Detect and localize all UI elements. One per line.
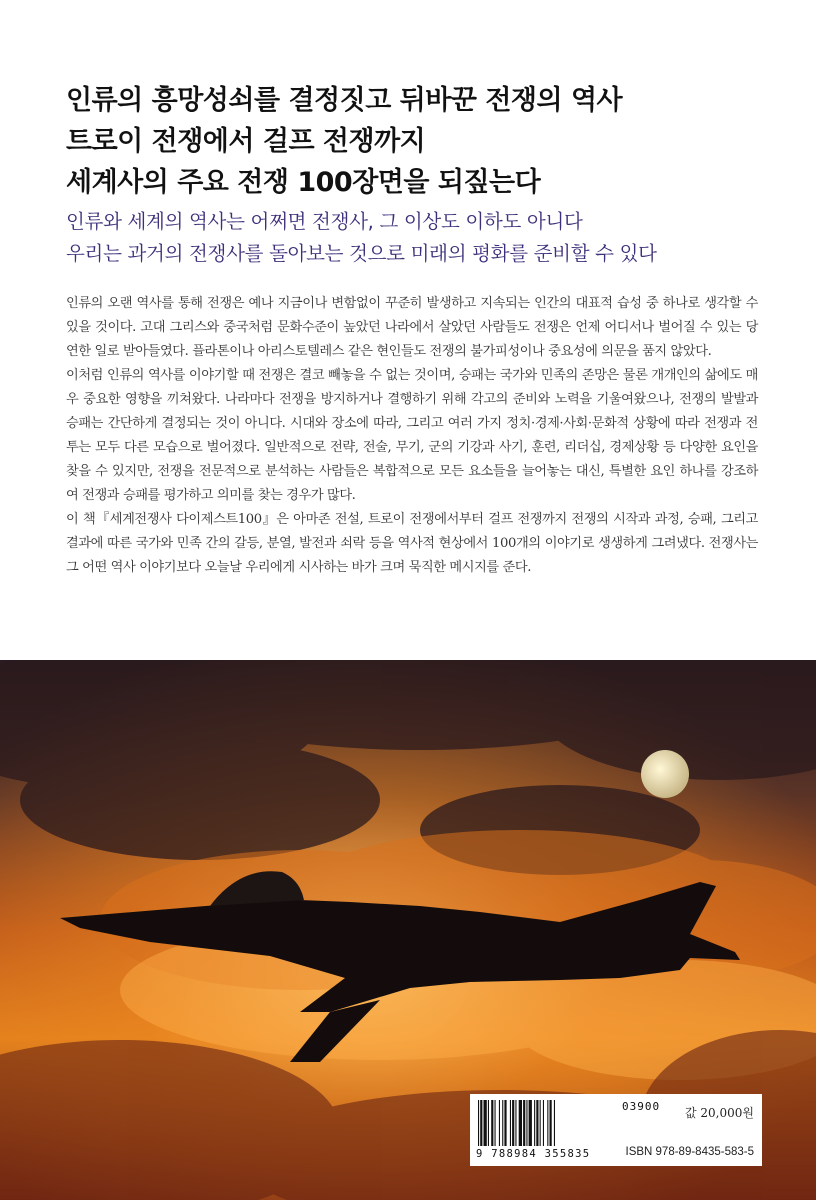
subheadline bbox=[66, 206, 766, 270]
body-text bbox=[66, 292, 758, 580]
headline-line-3: 세계사의 주요 전쟁 100장면을 되짚는다 bbox=[66, 167, 541, 198]
headline-line-2: 트로이 전쟁에서 걸프 전쟁까지 bbox=[66, 126, 426, 157]
headline-line-1: 인류의 흥망성쇠를 결정짓고 뒤바꾼 전쟁의 역사 bbox=[66, 85, 623, 116]
subheadline-line-2: 우리는 과거의 전쟁사를 돌아보는 것으로 미래의 평화를 준비할 수 있다 bbox=[66, 242, 657, 265]
headline bbox=[66, 80, 766, 203]
body-paragraph-1: 인류의 오랜 역사를 통해 전쟁은 예나 지금이나 변함없이 꾸준히 발생하고 지속되는 인간의 대표적 습성 중 하나로 생각할 수 있을 것이다. 고대 그리스와 중국처럼 문화수준이 높았던 나라에서 살았던 사람들도 전쟁은 언제 어디서나 벌어질 수 있는 당연한 일로 받아들였다. 플라톤이나 아리스토텔레스 같은 현인들도 전쟁의 불가피성이나 중요성에 의문을 품지 않았다. bbox=[66, 296, 758, 359]
isbn: ISBN 978-89-8435-583-5 bbox=[625, 1146, 754, 1158]
body-paragraph-2: 이처럼 인류의 역사를 이야기할 때 전쟁은 결코 빼놓을 수 없는 것이며, 승패는 국가와 민족의 존망은 물론 개개인의 삶에도 매우 중요한 영향을 끼쳐왔다. 나라마다 전쟁을 방지하거나 결행하기 위해 각고의 준비와 노력을 기울여왔으나, 전쟁의 발발과 승패는 간단하게 결정되는 것이 아니다. 시대와 장소에 따라, 그리고 여러 가지 정치·경제·사회·문화적 상황에 따라 전쟁과 전투는 모두 다른 모습으로 벌어졌다. 일반적으로 전략, 전술, 무기, 군의 기강과 사기, 훈련, 리더십, 경제상황 등 다양한 요인을 찾을 수 있지만, 전쟁을 전문적으로 분석하는 사람들은 복합적으로 모든 요소들을 늘어놓는 대신, 특별한 요인 하나를 강조하여 전쟁과 승패를 평가하고 의미를 찾는 경우가 많다. bbox=[66, 368, 758, 503]
barcode-digits: 9 788984 355835 bbox=[476, 1148, 591, 1160]
price: 값 20,000원 bbox=[685, 1106, 754, 1120]
subheadline-line-1: 인류와 세계의 역사는 어쩌면 전쟁사, 그 이상도 이하도 아니다 bbox=[66, 210, 583, 233]
moon bbox=[641, 750, 689, 798]
body-paragraph-3: 이 책『세계전쟁사 다이제스트100』은 아마존 전설, 트로이 전쟁에서부터 걸프 전쟁까지 전쟁의 시작과 과정, 승패, 그리고 결과에 따른 국가와 민족 간의 갈등, 분열, 발전과 쇠락 등을 역사적 현상에서 100개의 이야기로 생생하게 그려냈다. 전쟁사는 그 어떤 역사 이야기보다 오늘날 우리에게 시사하는 바가 크며 묵직한 메시지를 준다. bbox=[66, 512, 758, 575]
barcode-box bbox=[470, 1094, 762, 1166]
barcode-image bbox=[476, 1100, 616, 1146]
barcode-addon: 03900 bbox=[622, 1100, 661, 1113]
